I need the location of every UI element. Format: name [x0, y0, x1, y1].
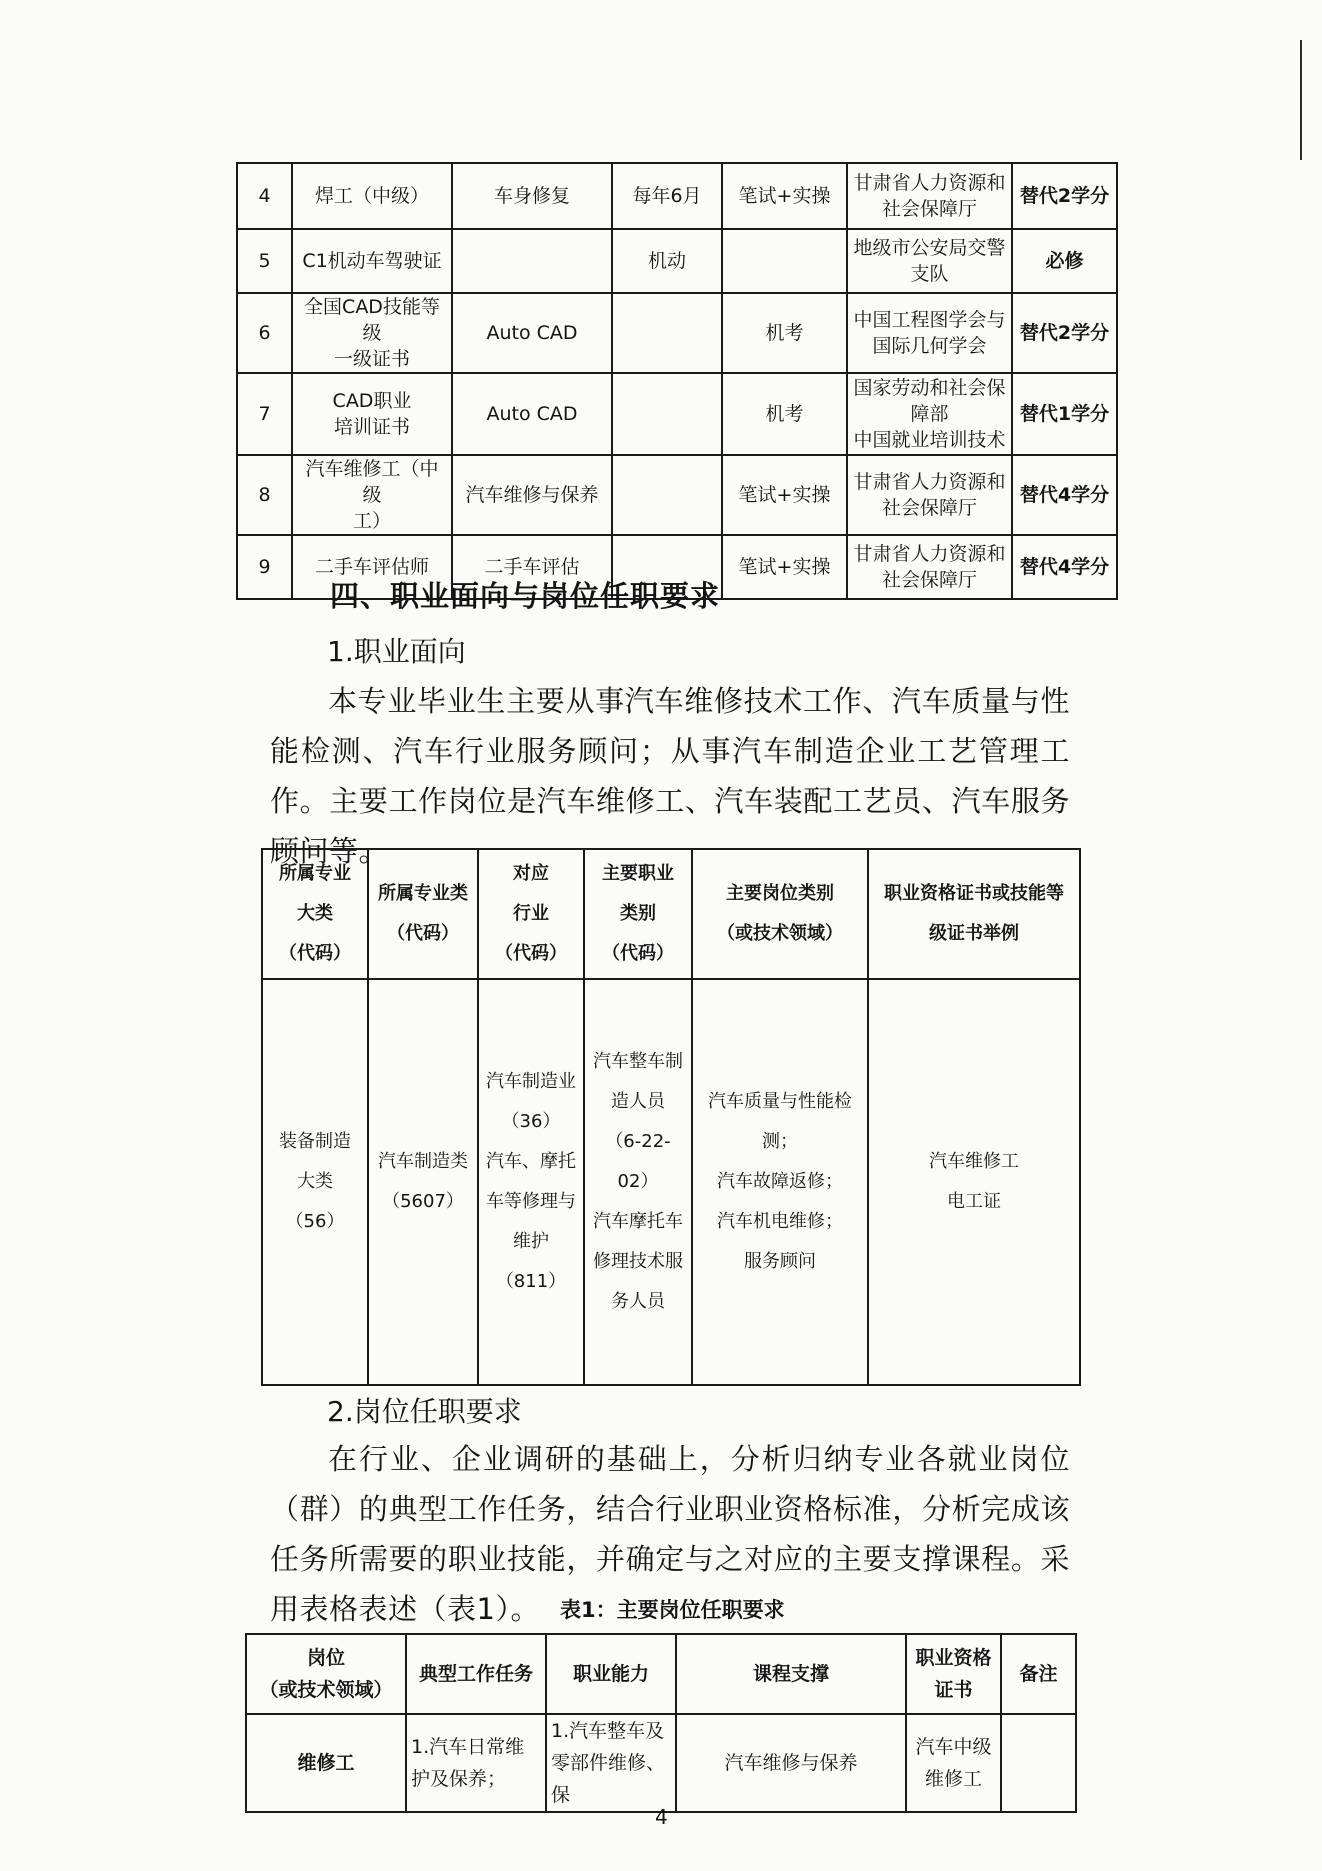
- cert-credit: 替代2学分: [1012, 163, 1117, 229]
- cert-credit: 替代4学分: [1012, 535, 1117, 599]
- subsection-title: 2.岗位任职要求: [327, 1395, 522, 1428]
- table-cell: 装备制造 大类 （56）: [262, 979, 368, 1385]
- job-requirements-table: [245, 1633, 1077, 1813]
- cert-credit: 替代1学分: [1012, 373, 1117, 455]
- cert-credit: 必修: [1012, 229, 1117, 293]
- table-header-row: [262, 849, 1080, 979]
- section-heading: 四、职业面向与岗位任职要求: [330, 579, 721, 613]
- column-header: 岗位 （或技术领域）: [246, 1634, 406, 1714]
- certificate-table: [236, 162, 1118, 600]
- cert-no: 8: [237, 455, 292, 535]
- table-cell: 汽车整车制 造人员 （6-22-02） 汽车摩托车 修理技术服 务人员: [584, 979, 692, 1385]
- cert-name: 汽车维修工（中级 工）: [292, 455, 452, 535]
- column-header: 职业资格 证书: [906, 1634, 1001, 1714]
- table-cell: 汽车制造类 （5607）: [368, 979, 478, 1385]
- page-number: 4: [655, 1805, 668, 1829]
- cert-no: 7: [237, 373, 292, 455]
- table-row: [246, 1714, 1076, 1812]
- table-cell: 汽车制造业 （36） 汽车、摩托 车等修理与 维护（811）: [478, 979, 584, 1385]
- cert-mode: [722, 229, 847, 293]
- cert-time: 每年6月: [612, 163, 722, 229]
- cert-course: [452, 229, 612, 293]
- table-header-row: [246, 1634, 1076, 1714]
- paragraph: 在行业、企业调研的基础上，分析归纳专业各就业岗位（群）的典型工作任务，结合行业职业资格标准，分析完成该任务所需要的职业技能，并确定与之对应的主要支撑课程。采用表格表述（表1）。: [270, 1442, 1070, 1626]
- table-row: [237, 163, 1117, 229]
- table-cell: 汽车质量与性能检 测； 汽车故障返修； 汽车机电维修； 服务顾问: [692, 979, 868, 1385]
- career-orientation-table: [261, 848, 1081, 1386]
- cert-time: [612, 293, 722, 373]
- cert-credit: 替代2学分: [1012, 293, 1117, 373]
- cert-name: 全国CAD技能等级 一级证书: [292, 293, 452, 373]
- cert-time: 机动: [612, 229, 722, 293]
- table-row: [237, 455, 1117, 535]
- subsection-title: 1.职业面向: [327, 635, 466, 668]
- cert-course: Auto CAD: [452, 293, 612, 373]
- cert-course: Auto CAD: [452, 373, 612, 455]
- table-row: [237, 373, 1117, 455]
- table-cell: 汽车维修与保养: [676, 1714, 906, 1812]
- cert-course: 二手车评估: [452, 535, 612, 599]
- scan-edge-mark: [1300, 40, 1302, 160]
- cert-mode: 笔试+实操: [722, 455, 847, 535]
- cert-mode: 机考: [722, 373, 847, 455]
- cert-issuer: 国家劳动和社会保 障部 中国就业培训技术: [847, 373, 1012, 455]
- cert-name: 焊工（中级）: [292, 163, 452, 229]
- cert-issuer: 中国工程图学会与 国际几何学会: [847, 293, 1012, 373]
- table-cell: 汽车中级 维修工: [906, 1714, 1001, 1812]
- table-caption: 表1：主要岗位任职要求: [560, 1598, 785, 1622]
- cert-name: CAD职业 培训证书: [292, 373, 452, 455]
- column-header: 主要职业 类别 （代码）: [584, 849, 692, 979]
- cert-mode: 机考: [722, 293, 847, 373]
- table-cell: 1.汽车整车及 零部件维修、保: [546, 1714, 676, 1812]
- cert-no: 4: [237, 163, 292, 229]
- column-header: 课程支撑: [676, 1634, 906, 1714]
- column-header: 备注: [1001, 1634, 1076, 1714]
- cert-no: 6: [237, 293, 292, 373]
- table-cell: [1001, 1714, 1076, 1812]
- column-header: 职业能力: [546, 1634, 676, 1714]
- table-cell: 维修工: [246, 1714, 406, 1812]
- cert-course: 车身修复: [452, 163, 612, 229]
- cert-time: [612, 455, 722, 535]
- cert-time: [612, 373, 722, 455]
- cert-credit: 替代4学分: [1012, 455, 1117, 535]
- paragraph: 本专业毕业生主要从事汽车维修技术工作、汽车质量与性能检测、汽车行业服务顾问；从事汽车制造企业工艺管理工作。主要工作岗位是汽车维修工、汽车装配工艺员、汽车服务顾问等。: [270, 684, 1070, 868]
- column-header: 所属专业类 （代码）: [368, 849, 478, 979]
- table-row: [237, 293, 1117, 373]
- table-row: [237, 229, 1117, 293]
- cert-name: 二手车评估师: [292, 535, 452, 599]
- table-cell: 1.汽车日常维 护及保养；: [406, 1714, 546, 1812]
- table-cell: 汽车维修工 电工证: [868, 979, 1080, 1385]
- cert-issuer: 甘肃省人力资源和 社会保障厅: [847, 163, 1012, 229]
- column-header: 对应 行业 （代码）: [478, 849, 584, 979]
- cert-name: C1机动车驾驶证: [292, 229, 452, 293]
- cert-issuer: 甘肃省人力资源和 社会保障厅: [847, 455, 1012, 535]
- column-header: 典型工作任务: [406, 1634, 546, 1714]
- column-header: 主要岗位类别 （或技术领域）: [692, 849, 868, 979]
- cert-mode: 笔试+实操: [722, 163, 847, 229]
- column-header: 职业资格证书或技能等 级证书举例: [868, 849, 1080, 979]
- cert-mode: 笔试+实操: [722, 535, 847, 599]
- column-header: 所属专业 大类 （代码）: [262, 849, 368, 979]
- table-row: [262, 979, 1080, 1385]
- cert-issuer: 地级市公安局交警 支队: [847, 229, 1012, 293]
- cert-course: 汽车维修与保养: [452, 455, 612, 535]
- cert-no: 9: [237, 535, 292, 599]
- cert-issuer: 甘肃省人力资源和 社会保障厅: [847, 535, 1012, 599]
- cert-no: 5: [237, 229, 292, 293]
